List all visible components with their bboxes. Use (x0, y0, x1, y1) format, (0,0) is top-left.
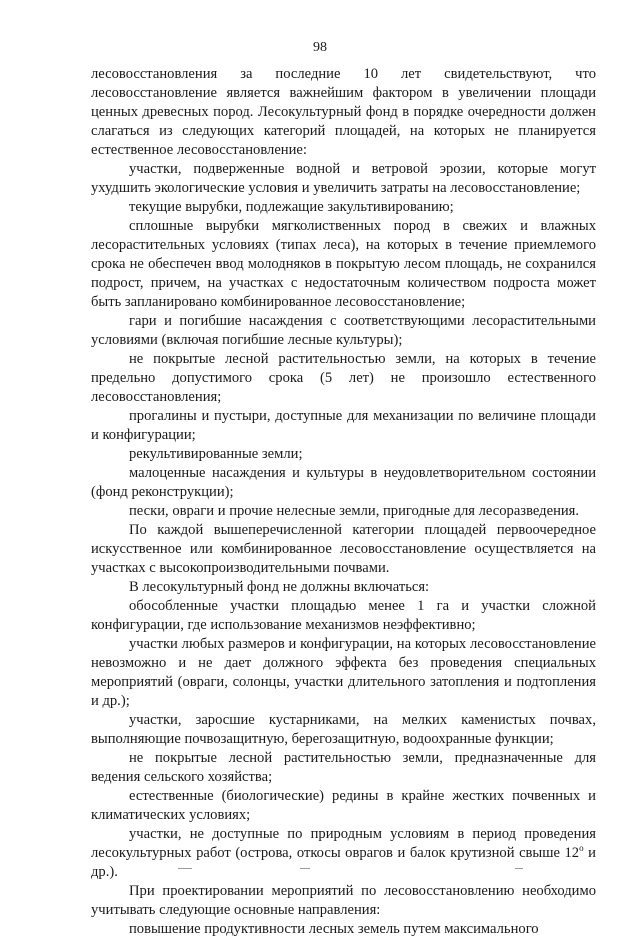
scan-artifact-line (178, 868, 192, 869)
degree-superscript: о (579, 843, 584, 853)
list-item-current-cuttings: текущие вырубки, подлежащие закультивированию; (129, 199, 454, 215)
list-item-special-measures: участки любых размеров и конфигурации, на которых лесовосстановление невозможно и не дает должного эффекта без проведения специальных мероприятий (овраги, солонцы, участки длительного затопления и подтопления и др.); (91, 636, 596, 709)
list-item-inaccessible (91, 825, 596, 882)
scan-artifact-line (300, 868, 310, 869)
document-body (91, 65, 596, 939)
list-item-small-plots: обособленные участки площадью менее 1 га и участки сложной конфигурации, где использование механизмов неэффективно; (91, 598, 596, 633)
list-item-natural-sparse: естественные (биологические) редины в крайне жестких почвенных и климатических условиях; (91, 788, 596, 823)
list-item-low-value-stands: малоценные насаждения и культуры в неудовлетворительном состоянии (фонд реконструкции); (91, 465, 596, 500)
list-item-burnt-areas: гари и погибшие насаждения с соответствующими лесорастительными условиями (включая погибшие лесные культуры); (91, 313, 596, 348)
paragraph-priority: По каждой вышеперечисленной категории площадей первоочередное искусственное или комбинированное лесовосстановление осуществляется на участках с высокопроизводительными почвами. (91, 522, 596, 576)
list-item-sands-ravines: пески, овраги и прочие нелесные земли, пригодные для лесоразведения. (129, 503, 580, 519)
list-item-productivity: повышение продуктивности лесных земель путем максимального (129, 921, 539, 937)
list-item-reclaimed-lands: рекультивированные земли; (129, 446, 303, 462)
slope-text: участки, не доступные по природным условиям в период проведения лесокультурных работ (острова, откосы оврагов и балок крутизной свыше 12 (91, 826, 596, 861)
page-number: 98 (313, 40, 327, 55)
paragraph-directions: При проектировании мероприятий по лесовосстановлению необходимо учитывать следующие основные направления: (91, 883, 596, 918)
scan-artifact-line (515, 868, 523, 869)
slope-text-end: и др.). (91, 845, 596, 880)
list-item-clear-cuttings: сплошные вырубки мягколиственных пород в свежих и влажных лесорастительных условиях (типах леса), на которых в течение приемлемого срока не обеспечен ввод молодняков в покрытую лесом площадь, не сохранился подрост, причем, на участках с недостаточным количеством подроста может быть запланировано комбинированное лесовосстановление; (91, 218, 596, 310)
list-item-unforested-lands: не покрытые лесной растительностью земли, на которых в течение предельно допустимого срока (5 лет) не произошло естественного лесовосстановления; (91, 351, 596, 405)
list-item-shrubs: участки, заросшие кустарниками, на мелких каменистых почвах, выполняющие почвозащитную, берегозащитную, водоохранные функции; (91, 712, 596, 747)
paragraph-exclusions-heading: В лесокультурный фонд не должны включаться: (129, 579, 430, 595)
list-item-erosion: участки, подверженные водной и ветровой эрозии, которые могут ухудшить экологические условия и увеличить затраты на лесовосстановление; (91, 161, 596, 196)
list-item-glades: прогалины и пустыри, доступные для механизации по величине площади и конфигурации; (91, 408, 596, 443)
paragraph-intro: лесовосстановления за последние 10 лет свидетельствуют, что лесовосстановление является важнейшим фактором в увеличении площади ценных древесных пород. Лесокультурный фонд в порядке очередности должен слагаться из следующих категорий площадей, на которых не планируется естественное лесовосстановление: (91, 66, 596, 158)
list-item-agricultural: не покрытые лесной растительностью земли, предназначенные для ведения сельского хозяйства; (91, 750, 596, 785)
